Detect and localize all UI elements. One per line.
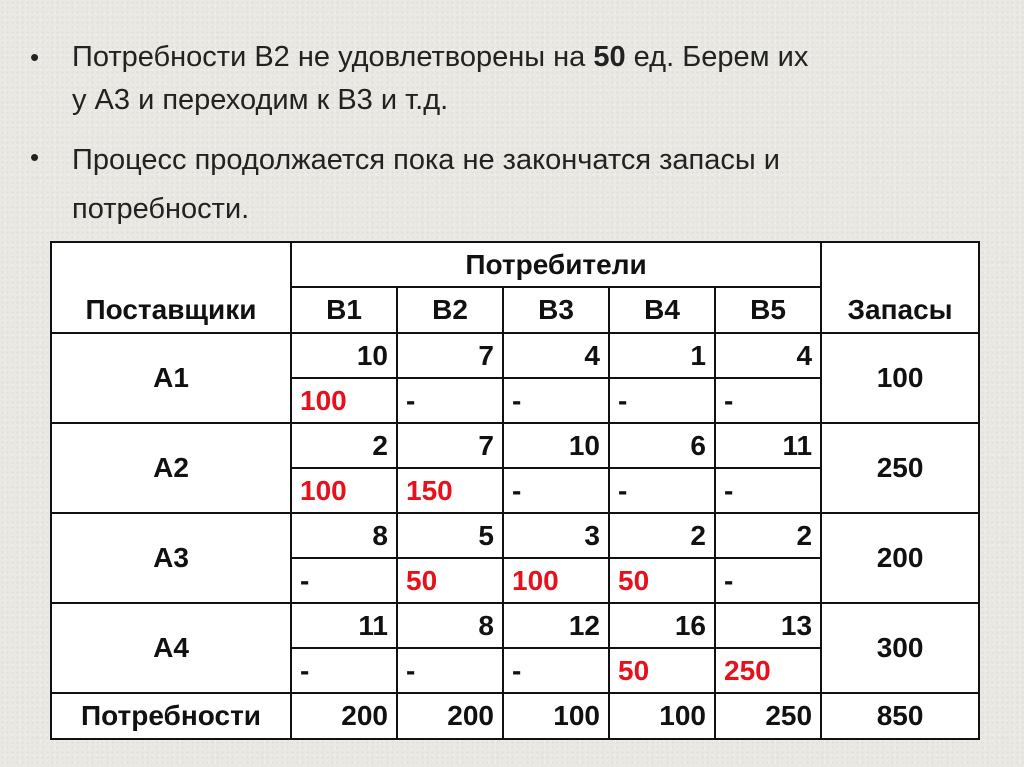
allocation-cell: 150 xyxy=(397,468,503,513)
stock-cell: 200 xyxy=(821,513,979,603)
cost-cell: 11 xyxy=(291,603,397,648)
allocation-cell: - xyxy=(609,468,715,513)
allocation-cell: - xyxy=(715,468,821,513)
allocation-cell: 100 xyxy=(503,558,609,603)
cost-cell: 7 xyxy=(397,423,503,468)
demand-cell: 100 xyxy=(609,693,715,739)
bullet-list xyxy=(30,36,970,234)
cost-cell: 3 xyxy=(503,513,609,558)
cost-cell: 10 xyxy=(503,423,609,468)
consumer-header: В4 xyxy=(609,287,715,333)
bullet-item xyxy=(30,36,970,122)
cost-cell: 10 xyxy=(291,333,397,378)
cost-cell: 13 xyxy=(715,603,821,648)
cost-cell: 8 xyxy=(291,513,397,558)
allocation-cell: - xyxy=(715,558,821,603)
demand-label: Потребности xyxy=(51,693,291,739)
cost-cell: 2 xyxy=(715,513,821,558)
allocation-cell: 50 xyxy=(397,558,503,603)
allocation-cell: - xyxy=(291,558,397,603)
allocation-cell: - xyxy=(503,648,609,693)
cost-cell: 16 xyxy=(609,603,715,648)
cost-cell: 4 xyxy=(715,333,821,378)
cost-cell: 2 xyxy=(291,423,397,468)
allocation-cell: - xyxy=(397,378,503,423)
cost-cell: 1 xyxy=(609,333,715,378)
supplier-name: А4 xyxy=(51,603,291,693)
bullet-text xyxy=(72,36,970,122)
bullet-item xyxy=(30,136,970,234)
header-consumers: Потребители xyxy=(291,242,821,287)
stock-cell: 250 xyxy=(821,423,979,513)
cost-cell: 7 xyxy=(397,333,503,378)
stock-cell: 300 xyxy=(821,603,979,693)
consumer-header: В5 xyxy=(715,287,821,333)
allocation-cell: 50 xyxy=(609,558,715,603)
bullet-text xyxy=(72,136,970,234)
allocation-cell: - xyxy=(503,378,609,423)
consumer-header: В3 xyxy=(503,287,609,333)
transport-table xyxy=(50,241,980,740)
consumer-header: В2 xyxy=(397,287,503,333)
demand-cell: 200 xyxy=(291,693,397,739)
supplier-name: А3 xyxy=(51,513,291,603)
bullet-dot-icon: • xyxy=(30,142,40,172)
allocation-cell: 50 xyxy=(609,648,715,693)
bullet-text-line: потребности. xyxy=(72,193,250,225)
header-stock: Запасы xyxy=(821,242,979,333)
demand-cell: 250 xyxy=(715,693,821,739)
allocation-cell: - xyxy=(291,648,397,693)
demand-cell: 200 xyxy=(397,693,503,739)
supplier-name: А1 xyxy=(51,333,291,423)
allocation-cell: - xyxy=(715,378,821,423)
cost-cell: 12 xyxy=(503,603,609,648)
bullet-text-line: у А3 и переходим к В3 и т.д. xyxy=(72,84,449,116)
bullet-text-part: ед. Берем их xyxy=(625,41,809,73)
allocation-cell: 250 xyxy=(715,648,821,693)
bullet-bold-number: 50 xyxy=(593,41,626,73)
cost-cell: 5 xyxy=(397,513,503,558)
bullet-text-line: Процесс продолжается пока не закончатся запасы и xyxy=(72,144,780,176)
allocation-cell: - xyxy=(397,648,503,693)
cost-cell: 8 xyxy=(397,603,503,648)
allocation-cell: - xyxy=(503,468,609,513)
cost-cell: 11 xyxy=(715,423,821,468)
cost-cell: 2 xyxy=(609,513,715,558)
cost-cell: 6 xyxy=(609,423,715,468)
total-cell: 850 xyxy=(821,693,979,739)
consumer-header: В1 xyxy=(291,287,397,333)
allocation-cell: - xyxy=(609,378,715,423)
allocation-cell: 100 xyxy=(291,468,397,513)
allocation-cell: 100 xyxy=(291,378,397,423)
stock-cell: 100 xyxy=(821,333,979,423)
header-suppliers: Поставщики xyxy=(51,242,291,333)
bullet-text-part: Потребности В2 не удовлетворены на xyxy=(72,41,594,73)
cost-cell: 4 xyxy=(503,333,609,378)
demand-cell: 100 xyxy=(503,693,609,739)
bullet-dot-icon: • xyxy=(30,42,40,72)
supplier-name: А2 xyxy=(51,423,291,513)
